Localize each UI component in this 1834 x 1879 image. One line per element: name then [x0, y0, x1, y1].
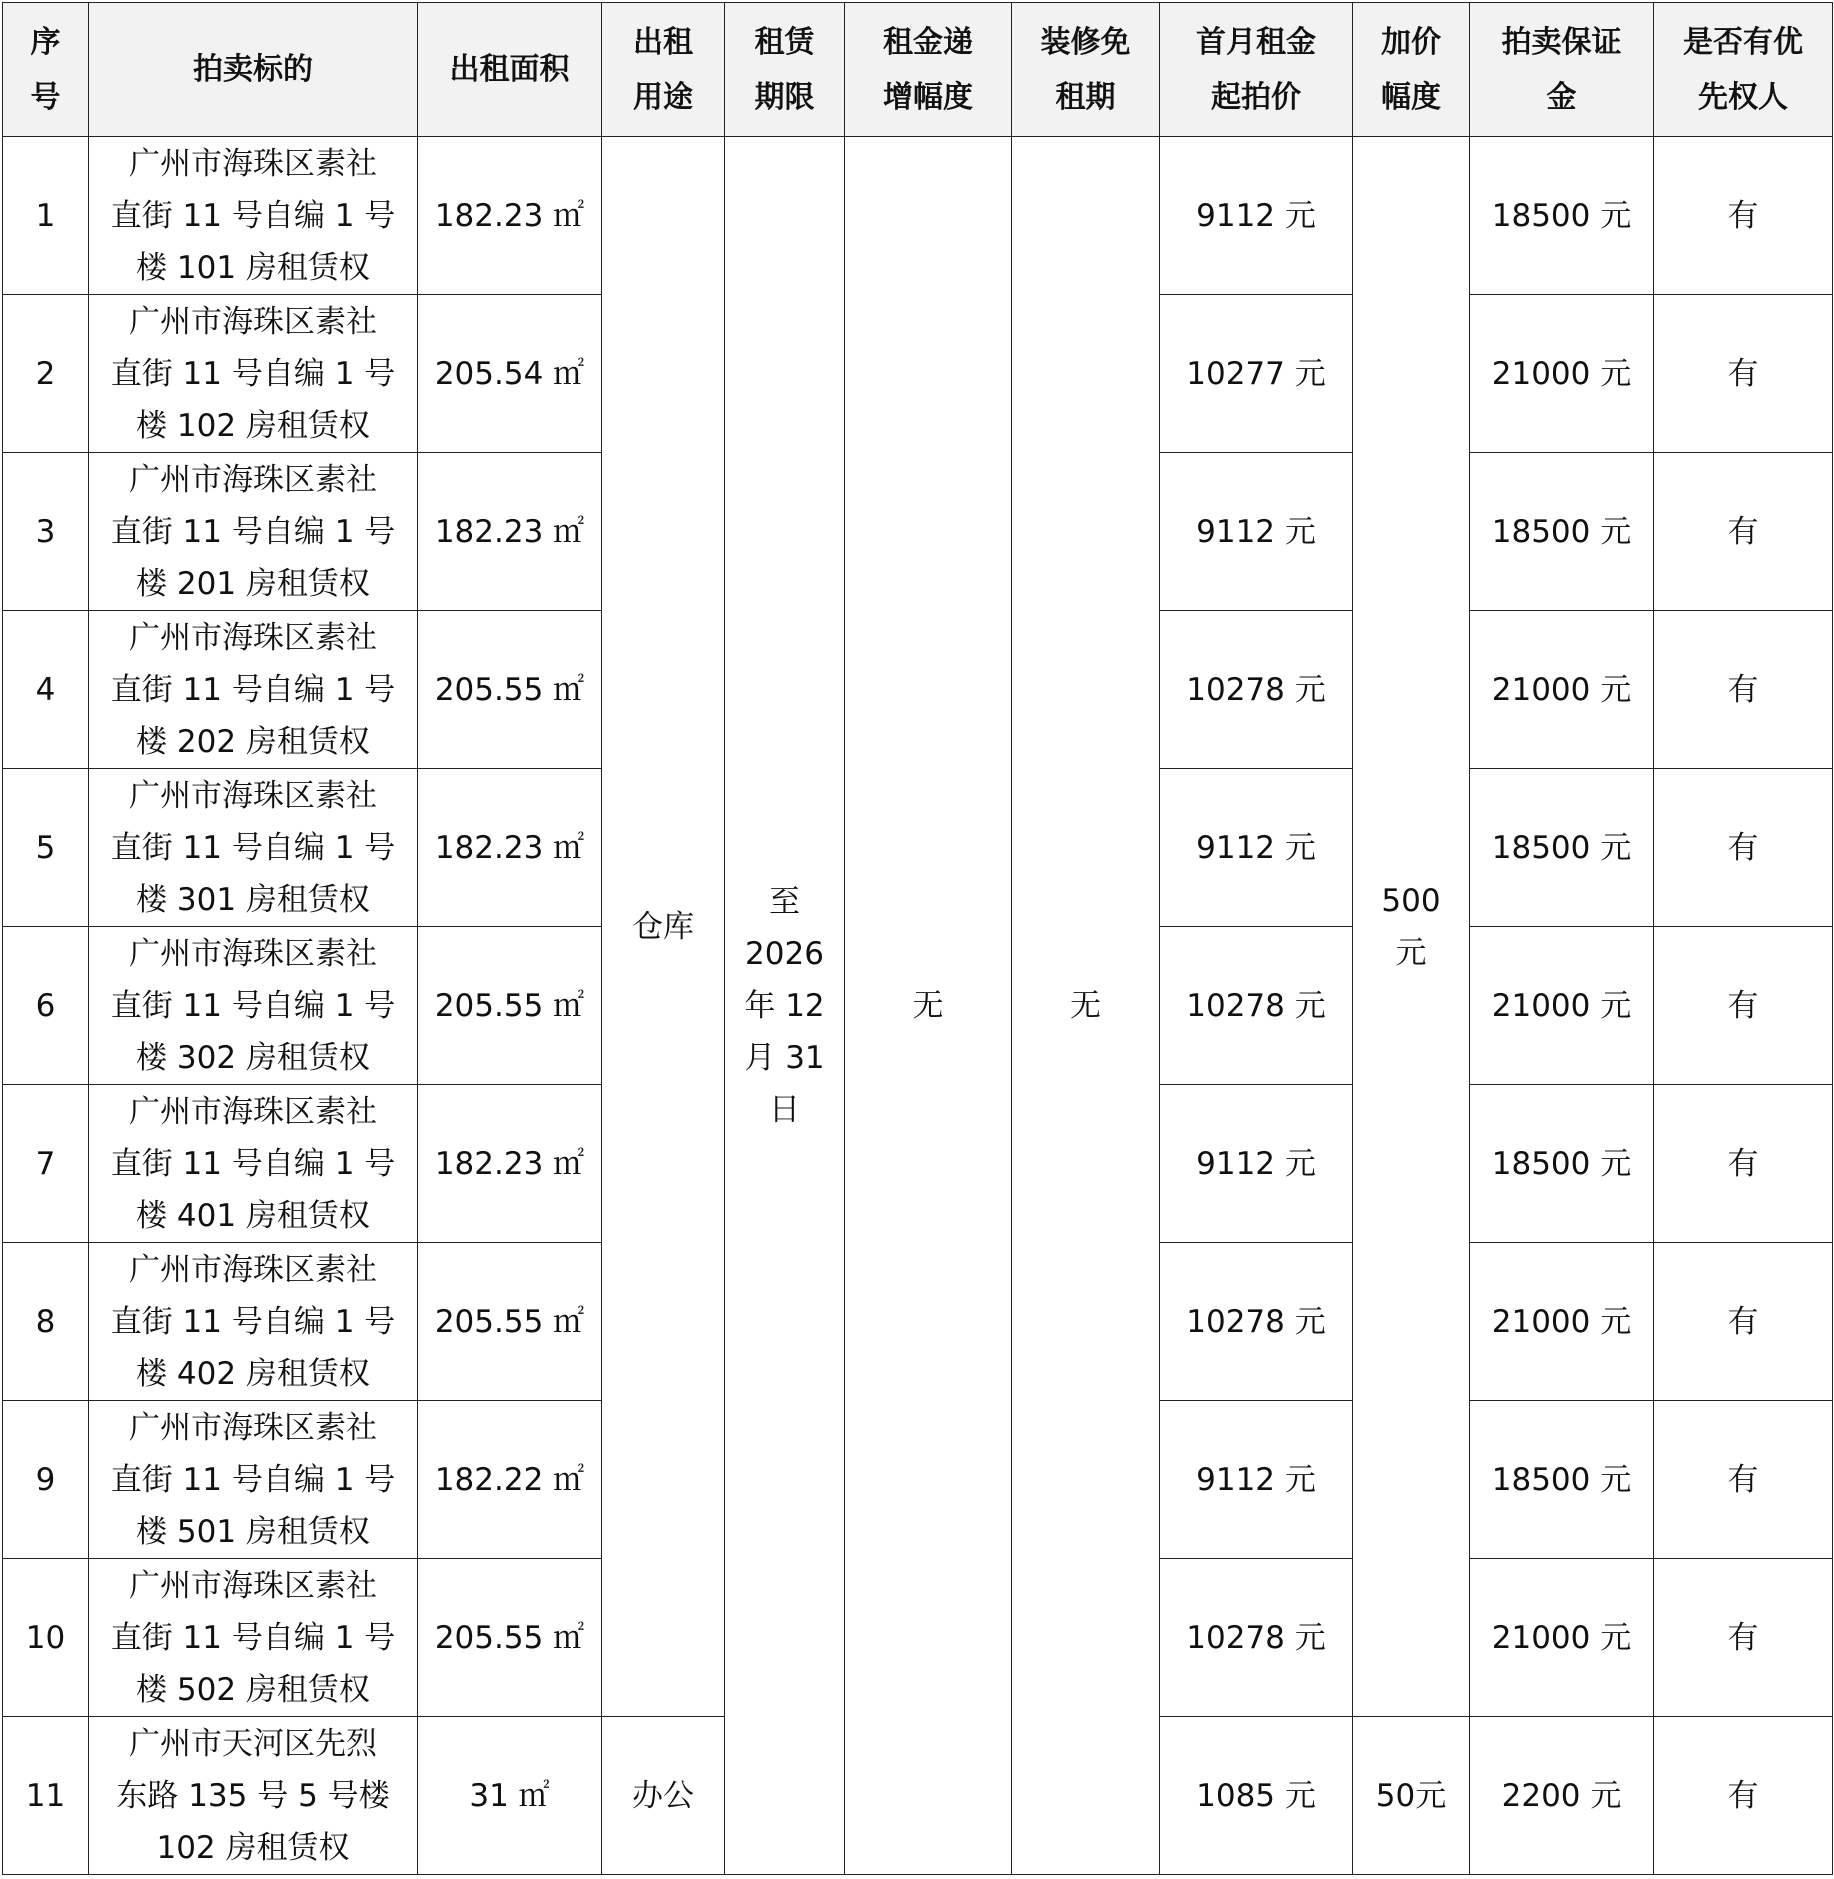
header-start-price: 首月租金 起拍价	[1160, 3, 1353, 137]
auction-subject: 广州市海珠区素社 直街 11 号自编 1 号 楼 402 房租赁权	[89, 1243, 418, 1401]
deposit: 21000 元	[1470, 1243, 1654, 1401]
deposit: 21000 元	[1470, 1559, 1654, 1717]
bid-increment-500: 500 元	[1353, 137, 1470, 1717]
row-number: 1	[3, 137, 89, 295]
deposit: 18500 元	[1470, 1085, 1654, 1243]
deposit: 18500 元	[1470, 137, 1654, 295]
deposit: 2200 元	[1470, 1717, 1654, 1875]
priority-holder: 有	[1654, 1085, 1833, 1243]
row-number: 9	[3, 1401, 89, 1559]
row-number: 8	[3, 1243, 89, 1401]
start-price: 1085 元	[1160, 1717, 1353, 1875]
rental-area: 205.55 ㎡	[418, 1559, 602, 1717]
start-price: 10278 元	[1160, 1559, 1353, 1717]
auction-subject: 广州市天河区先烈 东路 135 号 5 号楼 102 房租赁权	[89, 1717, 418, 1875]
header-row	[3, 3, 1833, 137]
row-number: 5	[3, 769, 89, 927]
rental-area: 182.23 ㎡	[418, 137, 602, 295]
auction-subject: 广州市海珠区素社 直街 11 号自编 1 号 楼 302 房租赁权	[89, 927, 418, 1085]
auction-subject: 广州市海珠区素社 直街 11 号自编 1 号 楼 201 房租赁权	[89, 453, 418, 611]
priority-holder: 有	[1654, 611, 1833, 769]
rental-area: 182.22 ㎡	[418, 1401, 602, 1559]
start-price: 9112 元	[1160, 137, 1353, 295]
start-price: 9112 元	[1160, 769, 1353, 927]
start-price: 10278 元	[1160, 611, 1353, 769]
priority-holder: 有	[1654, 927, 1833, 1085]
deposit: 21000 元	[1470, 295, 1654, 453]
rental-area: 31 ㎡	[418, 1717, 602, 1875]
header-rent-free: 装修免 租期	[1012, 3, 1160, 137]
rental-area: 205.55 ㎡	[418, 611, 602, 769]
rental-area: 205.55 ㎡	[418, 1243, 602, 1401]
rental-use-warehouse: 仓库	[602, 137, 725, 1717]
header-rent-increase: 租金递 增幅度	[845, 3, 1012, 137]
priority-holder: 有	[1654, 1401, 1833, 1559]
rent-increase: 无	[845, 137, 1012, 1875]
start-price: 9112 元	[1160, 453, 1353, 611]
bid-increment-50: 50元	[1353, 1717, 1470, 1875]
auction-subject: 广州市海珠区素社 直街 11 号自编 1 号 楼 202 房租赁权	[89, 611, 418, 769]
deposit: 18500 元	[1470, 453, 1654, 611]
deposit: 18500 元	[1470, 769, 1654, 927]
table-row	[3, 137, 1833, 295]
deposit: 21000 元	[1470, 611, 1654, 769]
lease-term: 至 2026 年 12 月 31 日	[725, 137, 845, 1875]
auction-subject: 广州市海珠区素社 直街 11 号自编 1 号 楼 401 房租赁权	[89, 1085, 418, 1243]
auction-subject: 广州市海珠区素社 直街 11 号自编 1 号 楼 501 房租赁权	[89, 1401, 418, 1559]
header-increment: 加价 幅度	[1353, 3, 1470, 137]
auction-table	[2, 2, 1833, 1875]
header-area: 出租面积	[418, 3, 602, 137]
header-use: 出租 用途	[602, 3, 725, 137]
rent-free-period: 无	[1012, 137, 1160, 1875]
rental-use-office: 办公	[602, 1717, 725, 1875]
auction-subject: 广州市海珠区素社 直街 11 号自编 1 号 楼 101 房租赁权	[89, 137, 418, 295]
deposit: 21000 元	[1470, 927, 1654, 1085]
deposit: 18500 元	[1470, 1401, 1654, 1559]
rental-area: 182.23 ㎡	[418, 453, 602, 611]
priority-holder: 有	[1654, 1717, 1833, 1875]
start-price: 10277 元	[1160, 295, 1353, 453]
row-number: 11	[3, 1717, 89, 1875]
priority-holder: 有	[1654, 1243, 1833, 1401]
auction-subject: 广州市海珠区素社 直街 11 号自编 1 号 楼 102 房租赁权	[89, 295, 418, 453]
header-priority: 是否有优 先权人	[1654, 3, 1833, 137]
rental-area: 205.54 ㎡	[418, 295, 602, 453]
header-subject: 拍卖标的	[89, 3, 418, 137]
row-number: 6	[3, 927, 89, 1085]
rental-area: 182.23 ㎡	[418, 1085, 602, 1243]
auction-subject: 广州市海珠区素社 直街 11 号自编 1 号 楼 502 房租赁权	[89, 1559, 418, 1717]
header-no: 序 号	[3, 3, 89, 137]
priority-holder: 有	[1654, 769, 1833, 927]
priority-holder: 有	[1654, 295, 1833, 453]
row-number: 4	[3, 611, 89, 769]
row-number: 10	[3, 1559, 89, 1717]
header-deposit: 拍卖保证 金	[1470, 3, 1654, 137]
row-number: 3	[3, 453, 89, 611]
priority-holder: 有	[1654, 453, 1833, 611]
start-price: 10278 元	[1160, 927, 1353, 1085]
header-lease-term: 租赁 期限	[725, 3, 845, 137]
auction-subject: 广州市海珠区素社 直街 11 号自编 1 号 楼 301 房租赁权	[89, 769, 418, 927]
start-price: 9112 元	[1160, 1085, 1353, 1243]
priority-holder: 有	[1654, 1559, 1833, 1717]
start-price: 9112 元	[1160, 1401, 1353, 1559]
rental-area: 205.55 ㎡	[418, 927, 602, 1085]
start-price: 10278 元	[1160, 1243, 1353, 1401]
row-number: 7	[3, 1085, 89, 1243]
row-number: 2	[3, 295, 89, 453]
priority-holder: 有	[1654, 137, 1833, 295]
rental-area: 182.23 ㎡	[418, 769, 602, 927]
